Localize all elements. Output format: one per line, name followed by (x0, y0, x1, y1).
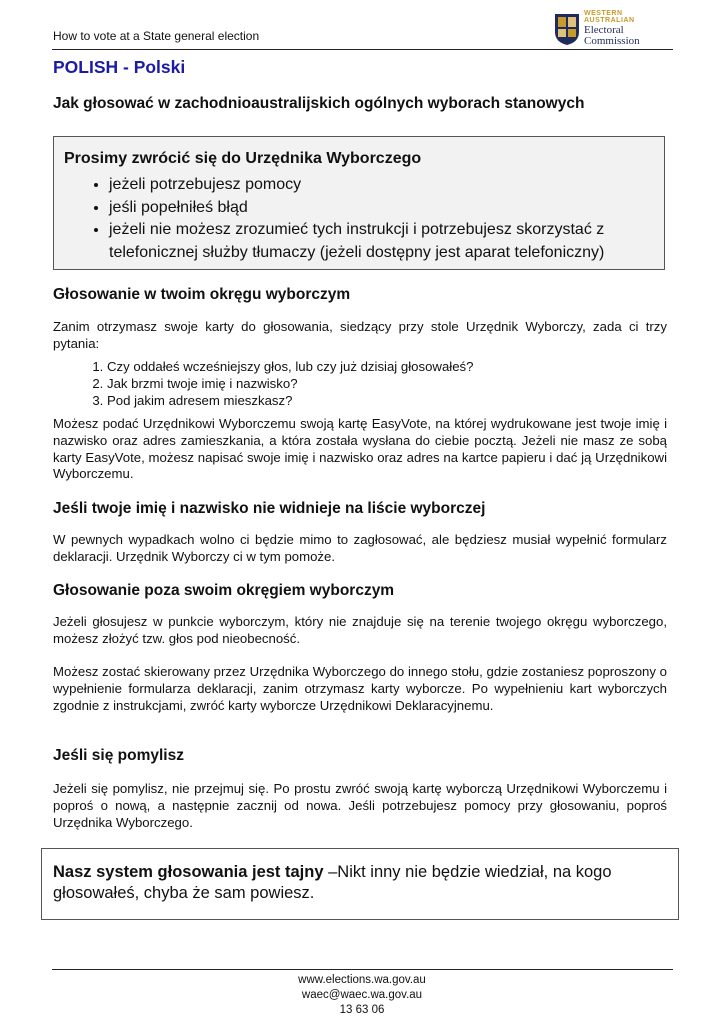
questions-list (83, 359, 473, 409)
section-1-body: Możesz podać Urzędnikowi Wyborczemu swoją kartę EasyVote, na której wydrukowane jest twoje imię i nazwisko oraz adres zamieszkania, a która została wysłana do ciebie pocztą. Jeżeli nie masz ze sobą karty EasyVote, możesz napisać swoje imię i nazwisko oraz adres na kartce papieru i dać ją Urzędnikowi Wyborczemu. (53, 416, 667, 482)
secret-ballot-text (53, 862, 653, 904)
logo-line-2: Electoral Commission (584, 23, 640, 48)
notice-item: • jeżeli potrzebujesz pomocy (109, 174, 654, 197)
section-heading-voting-in-district: Głosowanie w twoim okręgu wyborczym (53, 286, 351, 303)
footer-divider (52, 969, 673, 970)
document-header-title: How to vote at a State general election (53, 29, 260, 43)
page-subtitle: Jak głosować w zachodnioaustralijskich ogólnych wyborach stanowych (53, 95, 585, 112)
question-item: 2. Jak brzmi twoje imię i nazwisko? (107, 376, 473, 393)
question-item: 3. Pod jakim adresem mieszkasz? (107, 393, 473, 410)
question-item: 1. Czy oddałeś wcześniejszy głos, lub czy już dzisiaj głosowałeś? (107, 359, 473, 376)
section-4-body: Jeżeli się pomylisz, nie przejmuj się. Po prostu zwróć swoją kartę wyborczą Urzędnikowi Wyborczemu i poproś o nową, a następnie zacznij od nowa. Jeśli potrzebujesz pomocy przy głosowaniu, poproś Urzędnika Wyborczego. (53, 781, 667, 830)
section-heading-absent-vote: Głosowanie poza swoim okręgiem wyborczym (53, 582, 395, 599)
logo-line-1: WESTERN AUSTRALIAN (584, 10, 635, 25)
notice-box-title: Prosimy zwrócić się do Urzędnika Wyborczego (64, 150, 422, 167)
waec-logo (553, 11, 675, 47)
section-2-body: W pewnych wypadkach wolno ci będzie mimo to zagłosować, ale będziesz musiał wypełnić formularz deklaracji. Urzędnik Wyborczy ci w tym pomoże. (53, 532, 667, 564)
footer-email-link[interactable]: waec@waec.wa.gov.au (301, 989, 423, 1001)
notice-item: • jeśli popełniłeś błąd (109, 197, 654, 220)
notice-item: • jeżeli nie możesz zrozumieć tych instrukcji i potrzebujesz skorzystać z telefonicznej służby tłumaczy (jeżeli dostępny jest aparat telefoniczny) (109, 219, 654, 264)
waec-crest-icon (553, 12, 581, 46)
language-title: POLISH - Polski (53, 57, 186, 77)
notice-list (79, 174, 654, 264)
notice-box (53, 136, 665, 270)
section-3-body-1: Jeżeli głosujesz w punkcie wyborczym, który nie znajduje się na terenie twojego okręgu wyborczego, możesz złożyć tzw. głos pod nieobecność. (53, 614, 667, 646)
footer-website-link[interactable]: www.elections.wa.gov.au (298, 974, 426, 986)
header-divider (52, 49, 673, 50)
secret-ballot-box (41, 848, 679, 920)
section-heading-mistake: Jeśli się pomylisz (53, 747, 184, 764)
section-3-body-2: Możesz zostać skierowany przez Urzędnika Wyborczego do innego stołu, gdzie zostaniesz poproszony o wypełnienie formularza deklaracji, zanim otrzymasz karty wyborcze. Po wypełnieniu kart wyborczych zgodnie z instrukcjami, zwróć karty wyborcze Urzędnikowi Deklaracyjnemu. (53, 664, 667, 713)
secret-ballot-bold: Nasz system głosowania jest tajny (53, 863, 324, 881)
section-heading-not-on-roll: Jeśli twoje imię i nazwisko nie widnieje na liście wyborczej (53, 500, 486, 517)
secret-ballot-rest: –Nikt inny nie będzie wiedział, na kogo głosowałeś, chyba że sam powiesz. (53, 863, 612, 902)
section-1-intro: Zanim otrzymasz swoje karty do głosowania, siedzący przy stole Urzędnik Wyborczy, zada ci trzy pytania: (53, 319, 667, 351)
footer-phone: 13 63 06 (339, 1004, 385, 1016)
